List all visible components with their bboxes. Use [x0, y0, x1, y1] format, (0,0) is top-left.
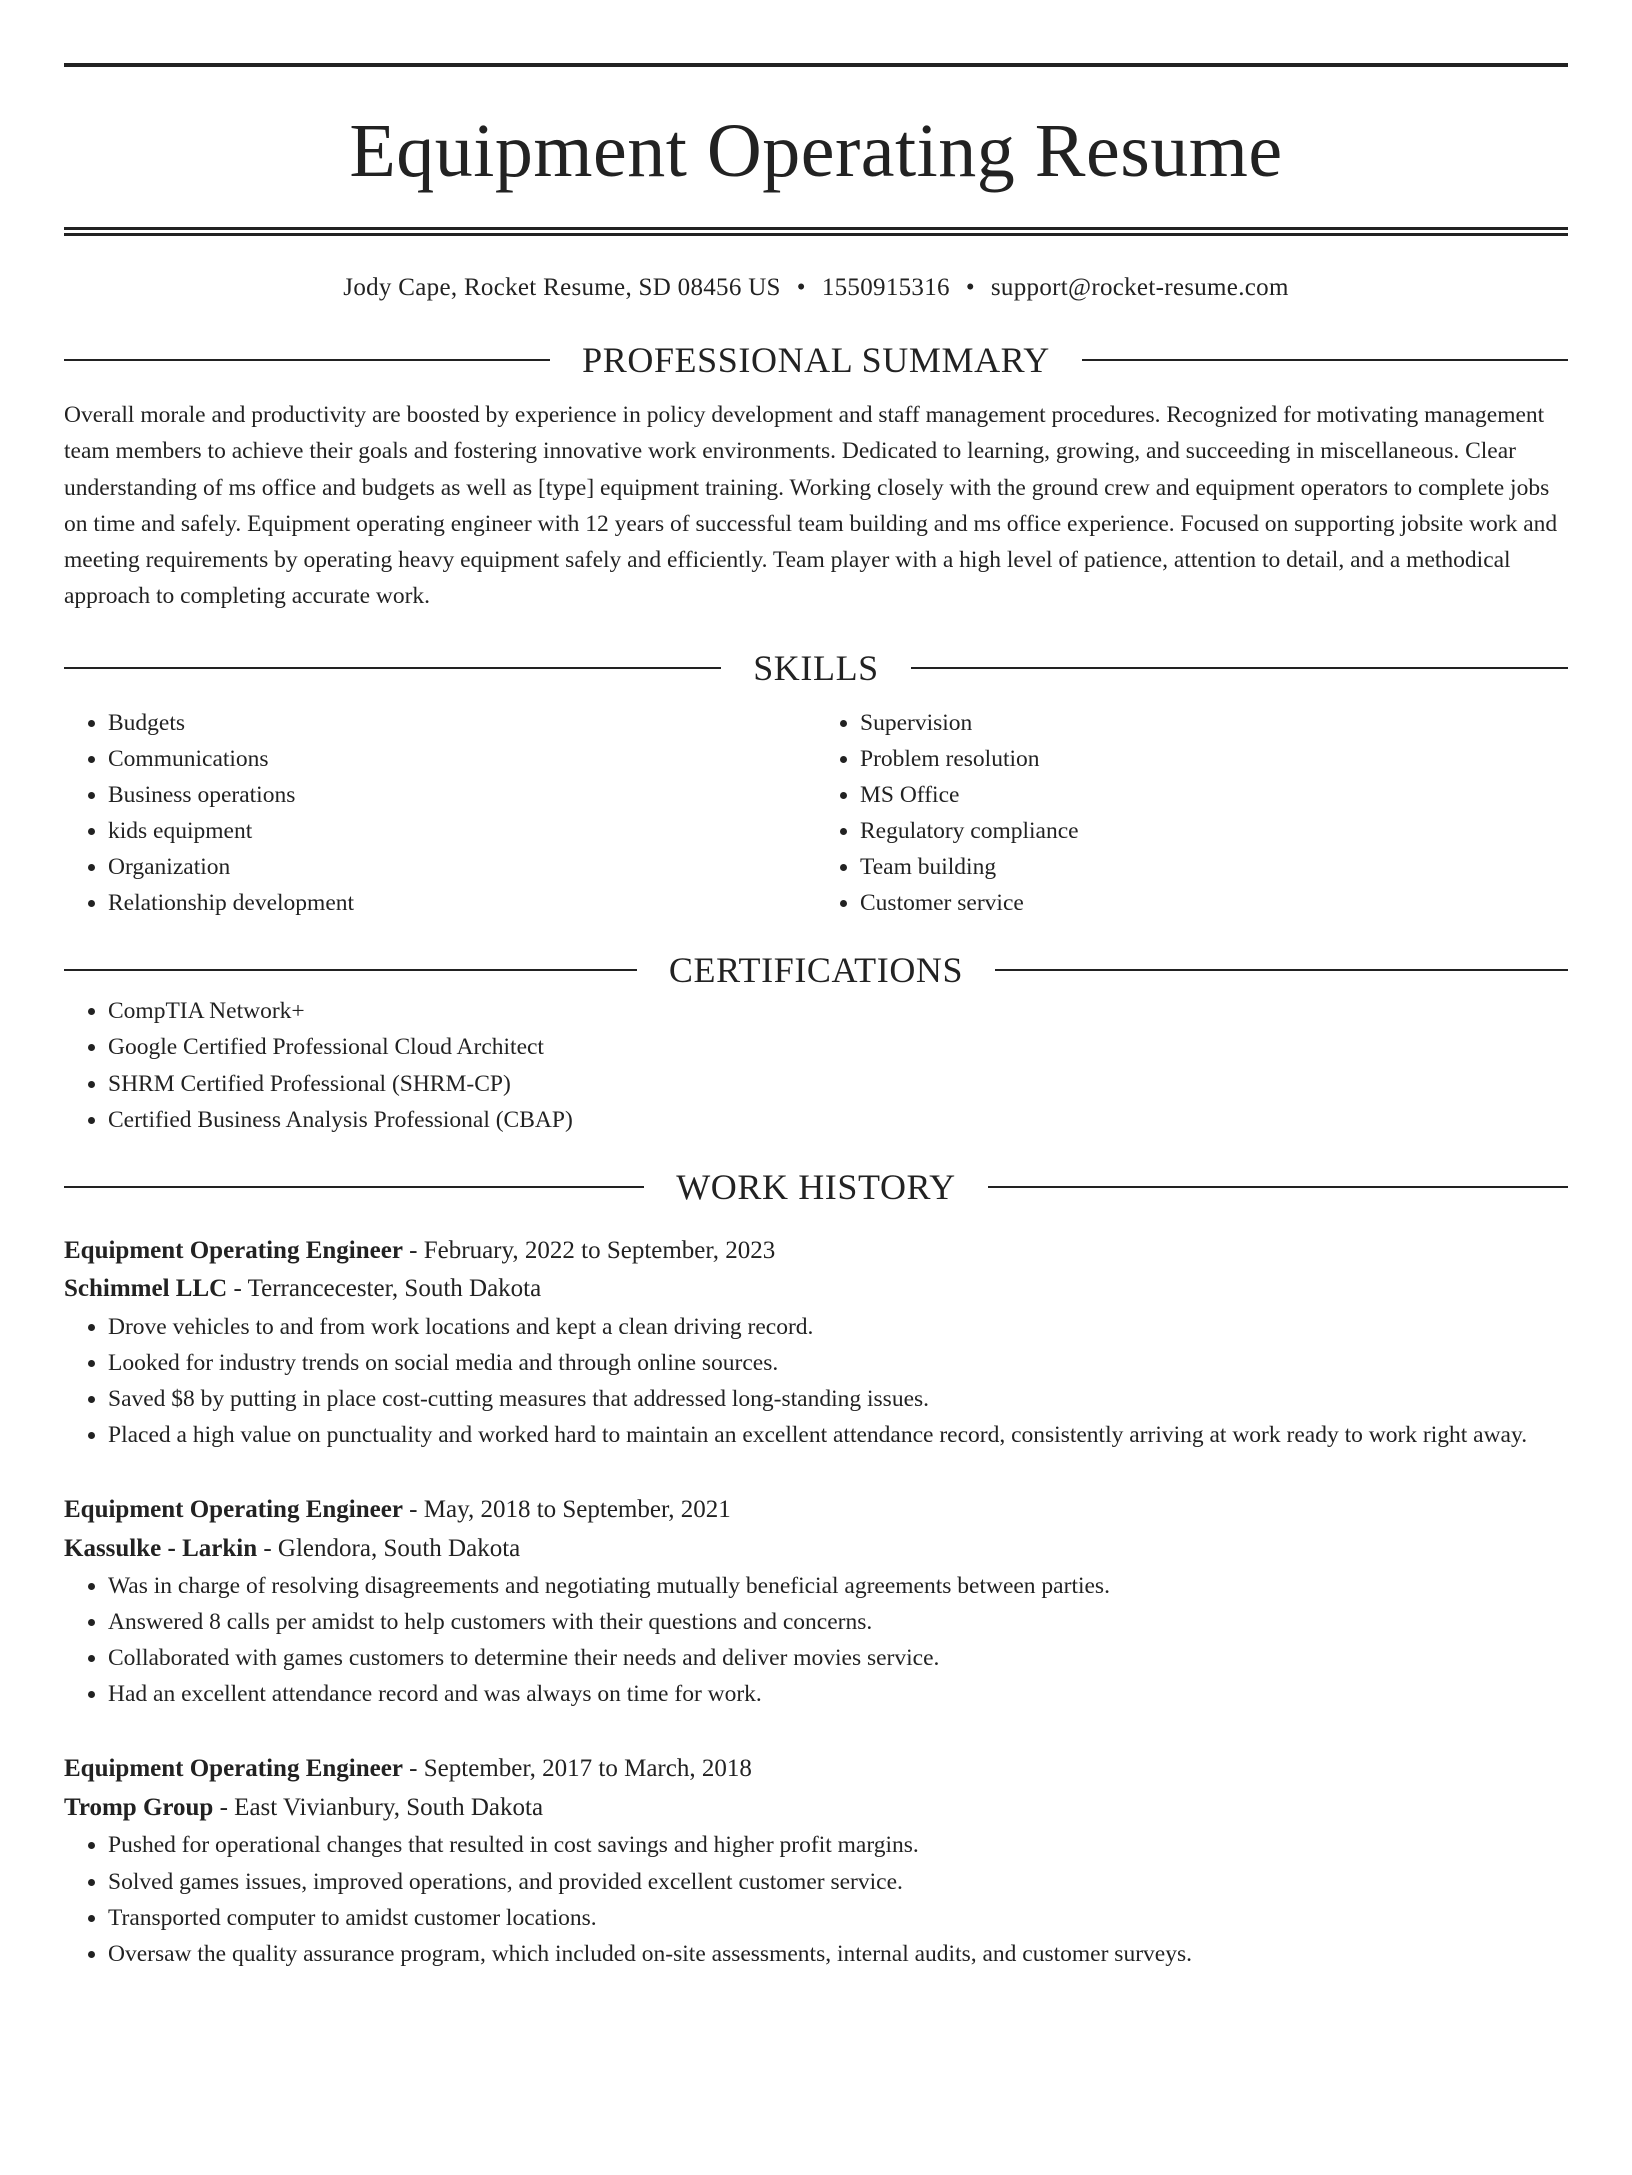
- certifications-list: [64, 993, 1568, 1137]
- skill-item: • Relationship development: [108, 885, 816, 921]
- title-double-rule: [64, 227, 1568, 236]
- heading-rule-right: [995, 969, 1568, 971]
- job-dates: - February, 2022 to September, 2023: [402, 1236, 776, 1264]
- job-title-line: [64, 1750, 1568, 1789]
- heading-rule-left: [64, 969, 637, 971]
- skills-list-right: [816, 705, 1568, 922]
- heading-rule-right: [911, 667, 1568, 669]
- skill-item: • MS Office: [860, 777, 1568, 813]
- job-bullet-list: [64, 1827, 1568, 1971]
- job-bullet: • Oversaw the quality assurance program, which included on-site assessments, internal audits, and customer surveys.: [108, 1936, 1568, 1972]
- job-bullet: • Solved games issues, improved operations, and provided excellent customer service.: [108, 1864, 1568, 1900]
- job-company-line: [64, 1789, 1568, 1828]
- job-location: - East Vivianbury, South Dakota: [213, 1793, 544, 1821]
- summary-section-heading: [64, 337, 1568, 383]
- certification-item: • CompTIA Network+: [108, 993, 1568, 1029]
- skill-item: • Customer service: [860, 885, 1568, 921]
- skills-column-left: [64, 705, 816, 922]
- resume-page: [0, 63, 1632, 2175]
- skill-item: • Business operations: [108, 777, 816, 813]
- skill-item: • Team building: [860, 849, 1568, 885]
- skill-item: • Budgets: [108, 705, 816, 741]
- job-bullet: • Looked for industry trends on social media and through online sources.: [108, 1345, 1568, 1381]
- heading-rule-left: [64, 667, 721, 669]
- heading-rule-right: [1082, 359, 1568, 361]
- contact-email: support@rocket-resume.com: [990, 274, 1289, 301]
- contact-address: Jody Cape, Rocket Resume, SD 08456 US: [343, 274, 781, 301]
- job-title-line: [64, 1491, 1568, 1530]
- job-bullet: • Collaborated with games customers to determine their needs and deliver movies service.: [108, 1640, 1568, 1676]
- job-title: Equipment Operating Engineer: [64, 1236, 403, 1264]
- job-location: - Glendora, South Dakota: [257, 1534, 521, 1562]
- job-title: Equipment Operating Engineer: [64, 1755, 403, 1783]
- skill-item: • Regulatory compliance: [860, 813, 1568, 849]
- job-entry: [64, 1750, 1568, 1971]
- certifications-heading-label: CERTIFICATIONS: [668, 950, 964, 991]
- bullet-separator: •: [796, 274, 806, 301]
- job-bullet: • Was in charge of resolving disagreements and negotiating mutually beneficial agreements between parties.: [108, 1568, 1568, 1604]
- work-history-heading-label: WORK HISTORY: [676, 1166, 956, 1207]
- job-company: Tromp Group: [64, 1793, 214, 1821]
- job-dates: - May, 2018 to September, 2021: [402, 1496, 731, 1524]
- skill-item: • Problem resolution: [860, 741, 1568, 777]
- heading-rule-left: [64, 359, 550, 361]
- heading-rule-left: [64, 1186, 644, 1188]
- job-company-line: [64, 1270, 1568, 1309]
- skill-item: • Communications: [108, 741, 816, 777]
- resume-title: Equipment Operating Resume: [349, 109, 1283, 193]
- job-bullet: • Saved $8 by putting in place cost-cutting measures that addressed long-standing issues.: [108, 1381, 1568, 1417]
- skill-item: • kids equipment: [108, 813, 816, 849]
- certifications-section-heading: [64, 947, 1568, 993]
- skill-item: • Supervision: [860, 705, 1568, 741]
- job-bullet-list: [64, 1309, 1568, 1453]
- certification-item: • Certified Business Analysis Professional (CBAP): [108, 1102, 1568, 1138]
- job-bullet: • Had an excellent attendance record and was always on time for work.: [108, 1676, 1568, 1712]
- job-bullet: • Answered 8 calls per amidst to help customers with their questions and concerns.: [108, 1604, 1568, 1640]
- skills-columns: [64, 705, 1568, 922]
- job-bullet: • Transported computer to amidst customer locations.: [108, 1900, 1568, 1936]
- skill-item: • Organization: [108, 849, 816, 885]
- job-bullet: • Pushed for operational changes that resulted in cost savings and higher profit margins.: [108, 1827, 1568, 1863]
- job-location: - Terrancecester, South Dakota: [227, 1275, 542, 1303]
- skills-column-right: [816, 705, 1568, 922]
- job-company: Kassulke - Larkin: [64, 1534, 258, 1562]
- summary-heading-label: PROFESSIONAL SUMMARY: [582, 340, 1050, 380]
- bullet-separator: •: [965, 274, 975, 301]
- job-bullet: • Drove vehicles to and from work locations and kept a clean driving record.: [108, 1309, 1568, 1345]
- skills-section-heading: [64, 645, 1568, 691]
- job-entry: [64, 1232, 1568, 1453]
- job-bullet-list: [64, 1568, 1568, 1712]
- job-bullet: • Placed a high value on punctuality and worked hard to maintain an excellent attendance record, consistently arriving at work ready to work right away.: [108, 1417, 1568, 1453]
- certification-item: • SHRM Certified Professional (SHRM-CP): [108, 1066, 1568, 1102]
- skills-list-left: [64, 705, 816, 922]
- job-company: Schimmel LLC: [64, 1275, 228, 1303]
- heading-rule-right: [988, 1186, 1568, 1188]
- job-title-line: [64, 1232, 1568, 1271]
- contact-line: [64, 271, 1568, 305]
- job-title: Equipment Operating Engineer: [64, 1496, 403, 1524]
- contact-phone: 1550915316: [821, 274, 950, 301]
- job-dates: - September, 2017 to March, 2018: [402, 1755, 752, 1783]
- summary-text: Overall morale and productivity are boosted by experience in policy development and staff management procedures. Recognized for motivating management team members to achieve their goals and fostering innovative work environments. Dedicated to learning, growing, and succeeding in miscellaneous. Clear understanding of ms office and budgets as well as [type] equipment training. Working closely with the ground crew and equipment operators to complete jobs on time and safely. Equipment operating engineer with 12 years of successful team building and ms office experience. Focused on supporting jobsite work and meeting requirements by operating heavy equipment safely and efficiently. Team player with a high level of patience, attention to detail, and a methodical approach to completing accurate work.: [64, 402, 1558, 610]
- certification-item: • Google Certified Professional Cloud Architect: [108, 1029, 1568, 1065]
- top-rule: [64, 63, 1568, 67]
- job-entry: [64, 1491, 1568, 1712]
- skills-heading-label: SKILLS: [753, 647, 879, 688]
- job-company-line: [64, 1530, 1568, 1569]
- work-history-section-heading: [64, 1164, 1568, 1210]
